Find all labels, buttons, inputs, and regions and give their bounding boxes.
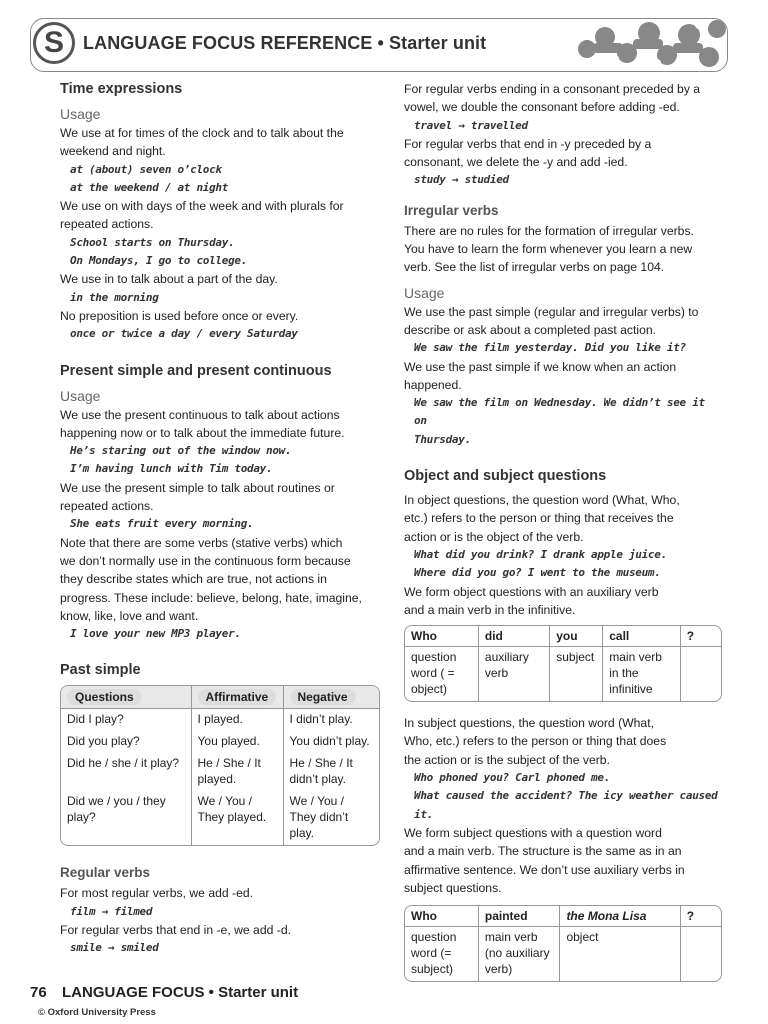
page-header (30, 18, 728, 72)
body-text-line: we don’t normally use in the continuous form because (60, 553, 351, 568)
example-sentence: We saw the film on Wednesday. We didn’t see it on (414, 396, 705, 428)
body-text-line: know, like, love and want. (60, 608, 199, 623)
table-header: Questions (61, 686, 191, 709)
example-sentence: travel → travelled (414, 118, 528, 132)
subject-question-table: Who painted the Mona Lisa ? question word (= subject) main verb (no auxiliary verb) object (404, 905, 722, 982)
body-text-line: For regular verbs that end in -y preceded by a (404, 136, 652, 151)
example-sentence: at (about) seven o’clock (70, 162, 222, 176)
body-text-line: subject questions. (404, 880, 502, 895)
body-text-line: vowel, we double the consonant before adding -ed. (404, 100, 680, 115)
page-title: LANGUAGE FOCUS REFERENCE • Starter unit (83, 33, 487, 53)
usage-label: Usage (60, 106, 101, 122)
body-text-line: For regular verbs that end in -e, we add -d. (60, 923, 292, 938)
object-question-table: Who did you call ? question word ( = object) auxiliary verb subject main verb in the infinitive (404, 625, 722, 702)
example-sentence: I’m having lunch with Tim today. (70, 462, 273, 476)
example-sentence: We saw the film yesterday. Did you like it? (414, 341, 686, 355)
section-badge: S (33, 22, 75, 64)
example-sentence: Where did you go? I went to the museum. (414, 566, 661, 580)
table-header: Affirmative (191, 686, 283, 709)
body-text-line: affirmative sentence. We don’t use auxiliary verbs in (404, 862, 685, 877)
example-sentence: smile → smiled (70, 941, 159, 955)
body-text-line: verb. See the list of irregular verbs on page 104. (404, 260, 665, 275)
body-text-line: Who, etc.) refers to the person or thing that does (404, 734, 667, 749)
object-questions-body (404, 491, 722, 619)
body-text-line: consonant, we delete the -y and add -ied. (404, 155, 628, 170)
regular-verbs-body (60, 884, 380, 957)
body-text-line: repeated actions. (60, 217, 154, 232)
example-sentence: Who phoned you? Carl phoned me. (414, 771, 610, 785)
example-sentence: Thursday. (414, 432, 471, 446)
heading-present-simple-continuous: Present simple and present continuous (60, 362, 332, 379)
example-sentence: What caused the accident? The icy weather caused it. (414, 789, 718, 821)
body-text-line: and a main verb in the infinitive. (404, 602, 576, 617)
example-sentence: What did you drink? I drank apple juice. (414, 547, 667, 561)
body-text-line: There are no rules for the formation of irregular verbs. (404, 223, 694, 238)
table-row: Did we / you / they play? We / You / They played. We / You / They didn’t play. (61, 791, 379, 845)
body-text-line: We use the present simple to talk about routines or (60, 480, 335, 495)
body-text-line: You have to learn the form whenever you learn a new (404, 242, 693, 257)
body-text-line: action or is the object of the verb. (404, 529, 584, 544)
body-text-line: We form subject questions with a question word (404, 825, 662, 840)
copyright-notice: © Oxford University Press (38, 1007, 156, 1018)
subject-questions-body (404, 714, 722, 897)
body-text-line: We use at for times of the clock and to talk about the (60, 126, 344, 140)
example-sentence: at the weekend / at night (70, 180, 229, 194)
body-text-line: In subject questions, the question word (What, (404, 716, 654, 731)
table-row: question word ( = object) auxiliary verb subject main verb in the infinitive (405, 647, 721, 702)
body-text-line: happening now or to talk about the immediate future. (60, 425, 345, 440)
example-sentence: School starts on Thursday. (70, 235, 235, 249)
irregular-verbs-body (404, 222, 722, 277)
body-text-line: repeated actions. (60, 499, 154, 514)
body-text-line: We use the present continuous to talk about actions (60, 407, 340, 422)
body-text-line: Note that there are some verbs (stative verbs) which (60, 535, 343, 550)
table-row: question word (= subject) main verb (no auxiliary verb) object (405, 927, 721, 982)
heading-irregular-verbs: Irregular verbs (404, 202, 499, 218)
heading-time-expressions: Time expressions (60, 81, 183, 97)
past-simple-table (60, 685, 380, 846)
example-sentence: study → studied (414, 173, 509, 187)
example-sentence: in the morning (70, 290, 159, 304)
present-body (60, 406, 380, 644)
irregular-usage-body (404, 303, 722, 449)
page-number: 76 (30, 984, 47, 1001)
body-text-line: We use on with days of the week and with plurals for (60, 199, 344, 214)
body-text-line: For regular verbs ending in a consonant preceded by a (404, 82, 701, 96)
body-text-line: No preposition is used before once or every. (60, 308, 299, 323)
body-text-line: We form object questions with an auxiliary verb (404, 584, 659, 599)
body-text-line: describe or ask about a completed past action. (404, 322, 657, 337)
body-text-line: they describe states which are true, not actions in (60, 572, 327, 587)
footer-title: LANGUAGE FOCUS • Starter unit (62, 984, 299, 1001)
puzzle-decoration-icon (567, 19, 727, 72)
body-text-line: and a main verb. The structure is the same as in an (404, 844, 682, 859)
usage-label: Usage (60, 387, 101, 404)
heading-regular-verbs: Regular verbs (60, 865, 151, 881)
example-sentence: She eats fruit every morning. (70, 517, 254, 531)
body-text-line: the action or is the subject of the verb. (404, 752, 610, 767)
body-text-line: We use the past simple (regular and irregular verbs) to (404, 304, 699, 319)
example-sentence: On Mondays, I go to college. (70, 254, 248, 268)
table-row: Did I play? I played. I didn’t play. (61, 709, 379, 732)
body-text-line: weekend and night. (60, 144, 166, 159)
heading-past-simple: Past simple (60, 662, 141, 679)
example-sentence: I love your new MP3 player. (70, 627, 241, 641)
body-text-line: happened. (404, 377, 462, 392)
time-expressions-body (60, 124, 380, 344)
left-column (60, 80, 380, 958)
body-text-line: We use in to talk about a part of the day. (60, 272, 278, 287)
body-text-line: etc.) refers to the person or thing that receives the (404, 511, 674, 526)
regular-verbs-continued (404, 80, 722, 190)
example-sentence: film → filmed (70, 904, 153, 918)
example-sentence: He’s staring out of the window now. (70, 444, 292, 458)
table-header: Negative (283, 686, 379, 709)
body-text-line: We use the past simple if we know when an action (404, 359, 677, 374)
body-text-line: In object questions, the question word (What, Who, (404, 493, 680, 508)
table-row: Did he / she / it play? He / She / It played. He / She / It didn’t play. (61, 753, 379, 791)
table-row: Did you play? You played. You didn’t play. (61, 731, 379, 753)
body-text-line: progress. These include: believe, belong, hate, imagine, (60, 590, 362, 605)
body-text-line: For most regular verbs, we add -ed. (60, 886, 254, 901)
right-column (404, 80, 722, 982)
usage-label: Usage (404, 284, 445, 301)
example-sentence: once or twice a day / every Saturday (70, 327, 298, 341)
heading-object-subject-questions: Object and subject questions (404, 468, 607, 485)
